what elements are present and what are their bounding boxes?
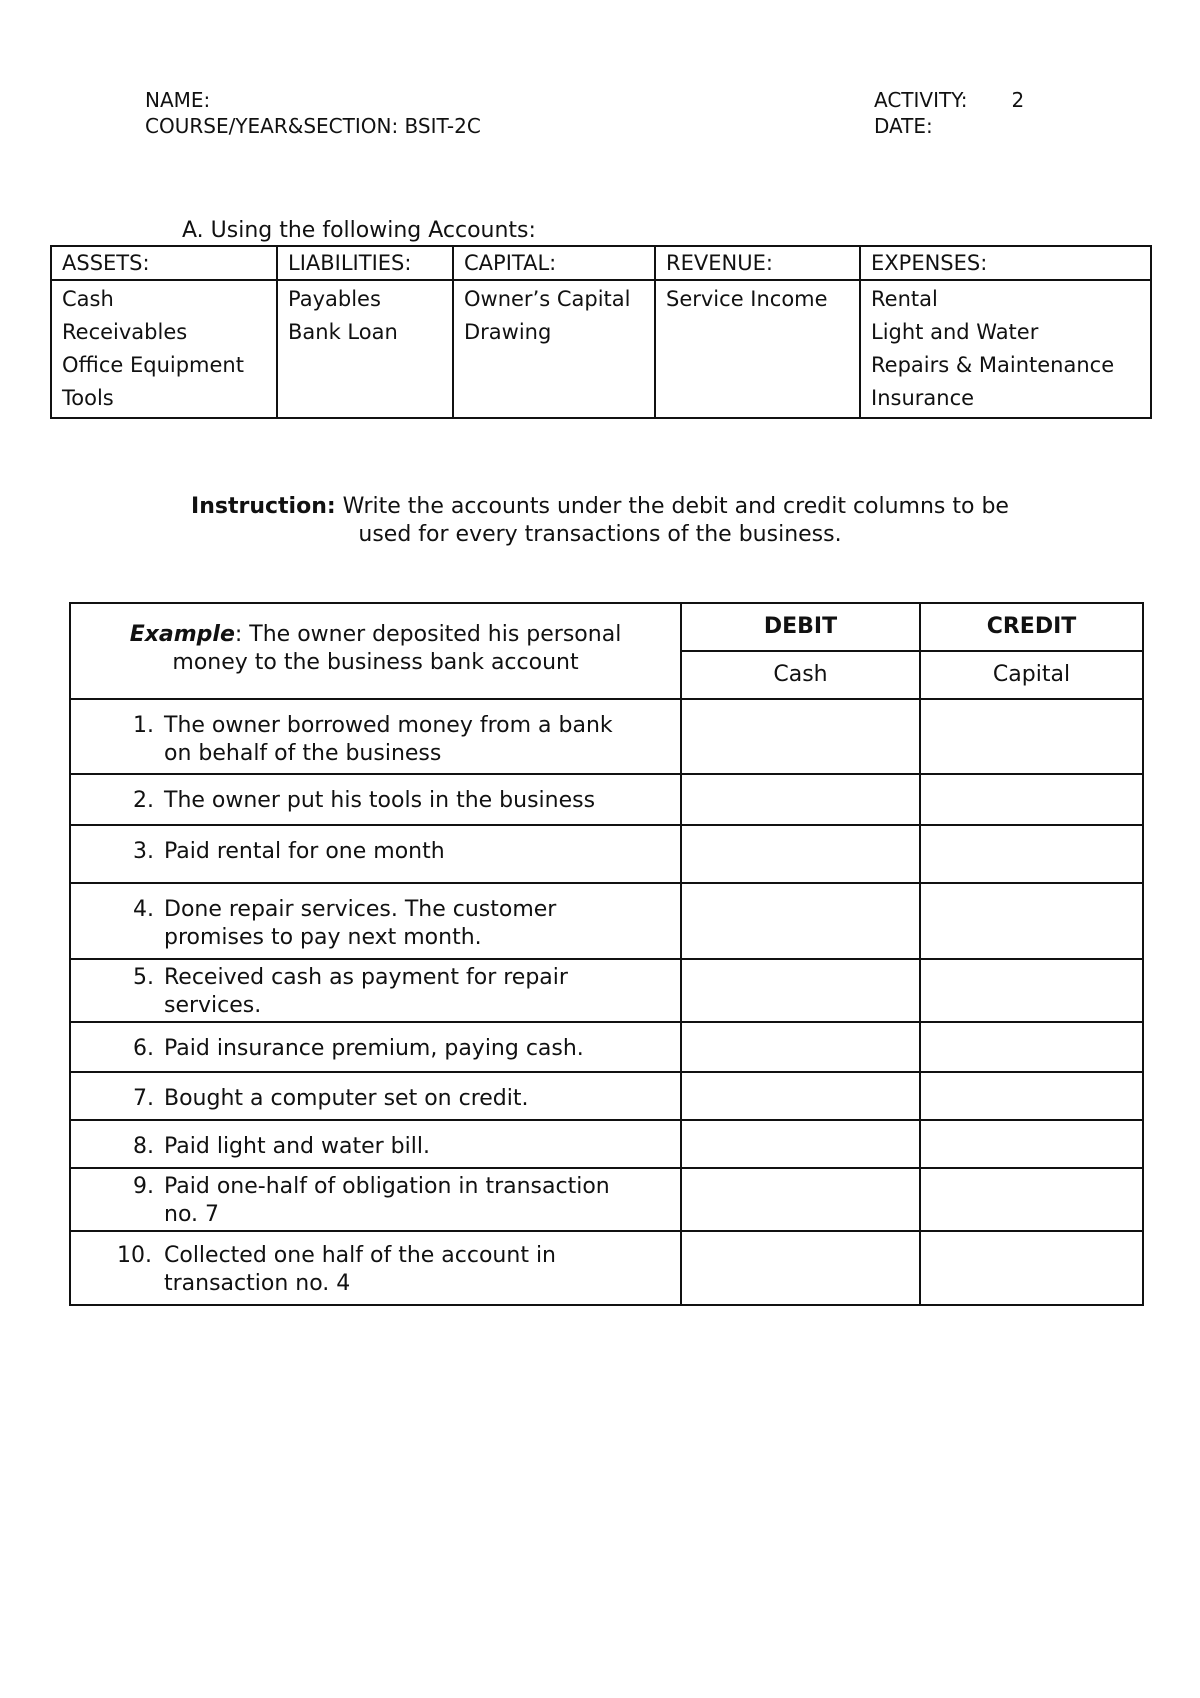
accounts-body-row: [51, 280, 1151, 418]
transaction-description: [70, 774, 681, 825]
transaction-number: 8.: [133, 1134, 154, 1159]
transaction-description: [70, 959, 681, 1022]
accounts-header: ASSETS:: [51, 246, 277, 280]
activity-value: 2: [1011, 88, 1025, 112]
transaction-text: promises to pay next month.: [164, 925, 482, 950]
name-label: NAME:: [145, 88, 211, 112]
table-row: [70, 883, 1143, 959]
transaction-description: [70, 825, 681, 883]
debit-answer-cell[interactable]: [681, 959, 920, 1022]
transaction-description: [70, 699, 681, 774]
debit-answer-cell[interactable]: [681, 699, 920, 774]
example-header-row: [70, 603, 1143, 651]
debit-answer-cell[interactable]: [681, 1231, 920, 1305]
debit-answer-cell[interactable]: [681, 1120, 920, 1168]
accounts-table: [50, 245, 1152, 419]
transaction-text: on behalf of the business: [164, 741, 442, 766]
account-item: Owner’s Capital: [464, 287, 631, 311]
transaction-text: Collected one half of the account in: [164, 1243, 556, 1268]
transaction-text: The owner borrowed money from a bank: [164, 713, 613, 738]
transaction-text: Paid insurance premium, paying cash.: [164, 1036, 584, 1061]
transactions-table: [69, 602, 1144, 1306]
account-item: Repairs & Maintenance: [871, 353, 1115, 377]
account-item: Insurance: [871, 386, 975, 410]
student-info: [145, 87, 481, 139]
transaction-number: 5.: [133, 965, 154, 990]
example-label: Example: [129, 622, 235, 647]
transaction-number: 9.: [133, 1174, 154, 1199]
debit-answer-cell[interactable]: [681, 1022, 920, 1072]
transaction-number: 10.: [117, 1243, 152, 1268]
transaction-text: Done repair services. The customer: [164, 897, 557, 922]
transaction-text: Bought a computer set on credit.: [164, 1086, 529, 1111]
transaction-text: transaction no. 4: [164, 1271, 351, 1296]
transaction-description: [70, 1120, 681, 1168]
credit-answer-cell[interactable]: [920, 1120, 1143, 1168]
transaction-number: 3.: [133, 839, 154, 864]
account-item: Bank Loan: [288, 320, 398, 344]
credit-answer-cell[interactable]: [920, 699, 1143, 774]
transaction-text: Paid light and water bill.: [164, 1134, 430, 1159]
transaction-text: no. 7: [164, 1202, 219, 1227]
debit-answer-cell[interactable]: [681, 774, 920, 825]
transaction-number: 1.: [133, 713, 154, 738]
transaction-number: 6.: [133, 1036, 154, 1061]
transaction-text: Paid one-half of obligation in transaction: [164, 1174, 610, 1199]
transaction-description: [70, 1022, 681, 1072]
credit-answer-cell[interactable]: [920, 1072, 1143, 1120]
instruction-text: Write the accounts under the debit and credit columns to be: [335, 494, 1009, 519]
accounts-header-row: [51, 246, 1151, 280]
accounts-column: [453, 280, 655, 418]
example-credit: Capital: [920, 651, 1143, 699]
example-text: : The owner deposited his personal: [234, 622, 622, 647]
account-item: Light and Water: [871, 320, 1039, 344]
course-label: COURSE/YEAR&SECTION: BSIT-2C: [145, 114, 481, 138]
transaction-text: services.: [164, 993, 262, 1018]
credit-answer-cell[interactable]: [920, 959, 1143, 1022]
debit-answer-cell[interactable]: [681, 825, 920, 883]
table-row: [70, 699, 1143, 774]
credit-answer-cell[interactable]: [920, 825, 1143, 883]
credit-answer-cell[interactable]: [920, 774, 1143, 825]
accounts-header: REVENUE:: [655, 246, 860, 280]
instruction-text: used for every transactions of the business.: [358, 522, 842, 547]
accounts-column: [51, 280, 277, 418]
debit-answer-cell[interactable]: [681, 1072, 920, 1120]
transaction-number: 7.: [133, 1086, 154, 1111]
debit-header: DEBIT: [681, 603, 920, 651]
table-row: [70, 1072, 1143, 1120]
credit-header: CREDIT: [920, 603, 1143, 651]
account-item: Payables: [288, 287, 381, 311]
accounts-column: [277, 280, 453, 418]
example-text: money to the business bank account: [172, 650, 579, 675]
table-row: [70, 1168, 1143, 1231]
debit-answer-cell[interactable]: [681, 883, 920, 959]
account-item: Receivables: [62, 320, 188, 344]
credit-answer-cell[interactable]: [920, 1231, 1143, 1305]
credit-answer-cell[interactable]: [920, 1022, 1143, 1072]
date-label: DATE:: [874, 114, 933, 138]
table-row: [70, 1022, 1143, 1072]
example-debit: Cash: [681, 651, 920, 699]
table-row: [70, 959, 1143, 1022]
activity-label: ACTIVITY:: [874, 88, 968, 112]
accounts-column: [655, 280, 860, 418]
table-row: [70, 1120, 1143, 1168]
table-row: [70, 774, 1143, 825]
accounts-column: [860, 280, 1151, 418]
accounts-header: CAPITAL:: [453, 246, 655, 280]
accounts-header: LIABILITIES:: [277, 246, 453, 280]
account-item: Service Income: [666, 287, 828, 311]
example-cell: [70, 603, 681, 699]
credit-answer-cell[interactable]: [920, 1168, 1143, 1231]
table-row: [70, 1231, 1143, 1305]
accounts-header: EXPENSES:: [860, 246, 1151, 280]
transaction-text: Paid rental for one month: [164, 839, 445, 864]
transaction-description: [70, 1072, 681, 1120]
transaction-number: 2.: [133, 788, 154, 813]
table-row: [70, 825, 1143, 883]
debit-answer-cell[interactable]: [681, 1168, 920, 1231]
transaction-description: [70, 1231, 681, 1305]
account-item: Office Equipment: [62, 353, 244, 377]
section-a-title: A. Using the following Accounts:: [182, 218, 536, 243]
transaction-number: 4.: [133, 897, 154, 922]
transaction-text: Received cash as payment for repair: [164, 965, 568, 990]
account-item: Cash: [62, 287, 114, 311]
account-item: Tools: [62, 386, 114, 410]
instruction: [100, 493, 1100, 549]
activity-info: [874, 87, 1024, 139]
credit-answer-cell[interactable]: [920, 883, 1143, 959]
account-item: Drawing: [464, 320, 552, 344]
transaction-description: [70, 1168, 681, 1231]
account-item: Rental: [871, 287, 938, 311]
transaction-text: The owner put his tools in the business: [164, 788, 596, 813]
transaction-description: [70, 883, 681, 959]
instruction-label: Instruction:: [191, 494, 336, 519]
